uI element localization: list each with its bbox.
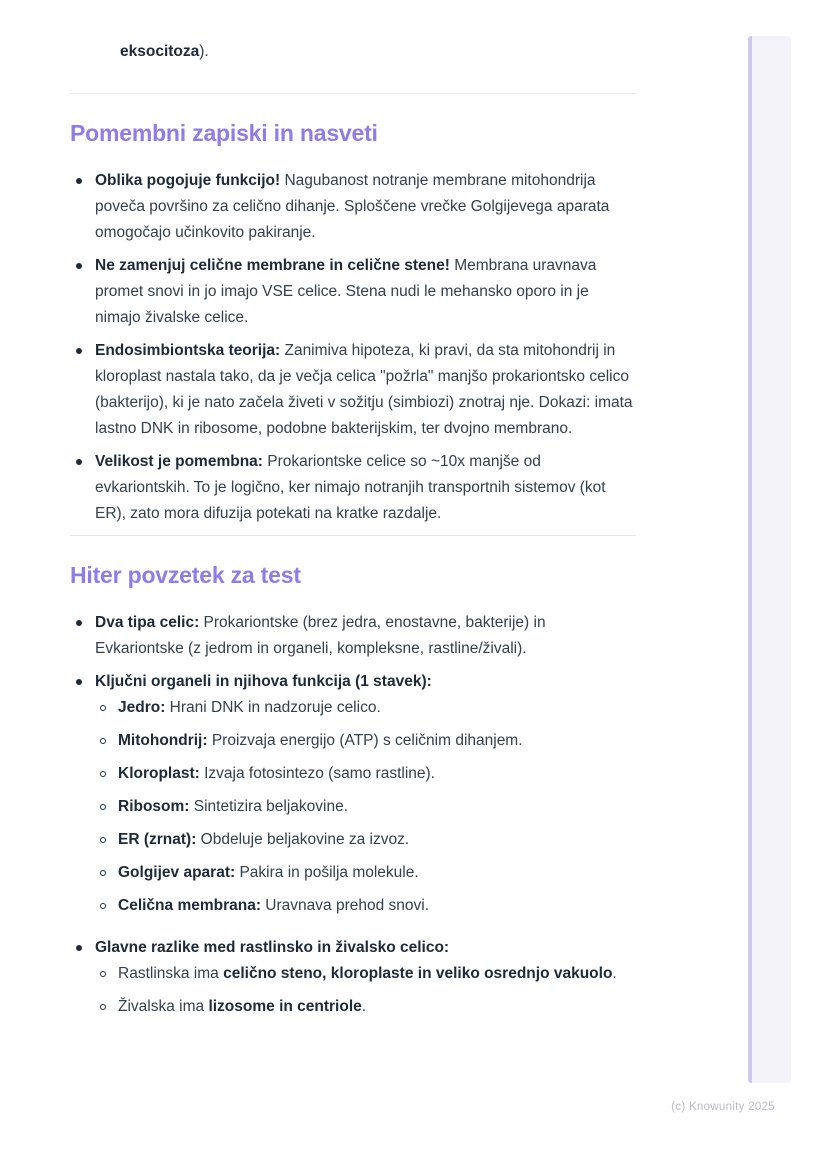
section-divider — [70, 535, 636, 536]
circle-bullet-icon — [100, 903, 106, 909]
list-item — [95, 695, 636, 721]
sections — [70, 93, 636, 1020]
list-item — [70, 449, 636, 527]
body-text: Živalska ima — [118, 998, 209, 1015]
body-text: Uravnava prehod snovi. — [261, 897, 430, 914]
bold-text: Jedro: — [118, 699, 166, 716]
bullet-list — [95, 695, 636, 919]
list-item-text — [95, 939, 449, 956]
bold-text: celično steno, kloroplaste in veliko osrednjo vakuolo — [223, 965, 613, 982]
body-text: ). — [199, 43, 209, 60]
bold-text: lizosome in centriole — [208, 998, 362, 1015]
list-item-text — [95, 453, 606, 522]
list-item-text — [95, 673, 432, 690]
bold-text: Oblika pogojuje funkcijo! — [95, 172, 281, 189]
bullet-list — [70, 610, 636, 1020]
body-text: Sintetizira beljakovine. — [189, 798, 348, 815]
section-heading: Hiter povzetek za test — [70, 562, 301, 588]
body-text: Pakira in pošilja molekule. — [235, 864, 419, 881]
body-text: Proizvaja energijo (ATP) s celičnim dihanjem. — [207, 732, 523, 749]
circle-bullet-icon — [100, 837, 106, 843]
paragraph-fragment — [120, 39, 636, 65]
circle-bullet-icon — [100, 1004, 106, 1010]
body-text: Hrani DNK in nadzoruje celico. — [165, 699, 381, 716]
bullet-icon — [76, 178, 82, 184]
bold-text: Ključni organeli in njihova funkcija (1 stavek): — [95, 673, 432, 690]
bold-text: Celična membrana: — [118, 897, 261, 914]
bullet-icon — [76, 459, 82, 465]
bullet-list — [70, 168, 636, 527]
bullet-icon — [76, 620, 82, 626]
bullet-icon — [76, 263, 82, 269]
body-text: . — [612, 965, 617, 982]
body-text: Rastlinska ima — [118, 965, 224, 982]
bold-text: Ne zamenjuj celične membrane in celične stene! — [95, 257, 450, 274]
copyright-footer: (c) Knowunity 2025 — [671, 1101, 775, 1113]
bold-text: Velikost je pomembna: — [95, 453, 263, 470]
page-scrollbar-rail[interactable] — [748, 36, 791, 1083]
circle-bullet-icon — [100, 870, 106, 876]
bullet-icon — [76, 348, 82, 354]
body-text: Membrana uravnava promet snovi in jo imajo VSE celice. Stena nudi le mehansko oporo in je nimajo živalske celice. — [95, 257, 597, 326]
list-item — [95, 728, 636, 754]
body-text: Zanimiva hipoteza, ki pravi, da sta mitohondrij in kloroplast nastala tako, da je večja celica "požrla" manjšo prokariontsko celico (bakterijo), ki je nato začela živeti v sožitju (simbiozi) znotraj nje. Dokazi: imata lastno DNK in ribosome, podobne bakterijskim, ter dvojno membrano. — [95, 342, 633, 437]
body-text: Obdeluje beljakovine za izvoz. — [196, 831, 410, 848]
list-item-text — [118, 864, 419, 881]
list-item — [95, 893, 636, 919]
list-item — [95, 761, 636, 787]
list-item-text — [118, 998, 366, 1015]
circle-bullet-icon — [100, 705, 106, 711]
list-item — [70, 669, 636, 919]
list-item — [95, 994, 636, 1020]
list-item — [95, 794, 636, 820]
list-item — [70, 610, 636, 662]
list-item-text — [118, 699, 381, 716]
bold-text: Dva tipa celic: — [95, 614, 200, 631]
list-item-text — [118, 965, 617, 982]
list-item — [95, 860, 636, 886]
bullet-list — [95, 961, 636, 1020]
body-text: Nagubanost notranje membrane mitohondrija poveča površino za celično dihanje. Sploščene vrečke Golgijevega aparata omogočajo učinkovito pakiranje. — [95, 172, 610, 241]
circle-bullet-icon — [100, 771, 106, 777]
circle-bullet-icon — [100, 971, 106, 977]
bold-text: Ribosom: — [118, 798, 190, 815]
bullet-icon — [76, 679, 82, 685]
list-item — [70, 935, 636, 1020]
list-item-text — [95, 172, 609, 241]
bold-text: Golgijev aparat: — [118, 864, 236, 881]
list-item-text — [95, 614, 546, 657]
body-text: Prokariontske celice so ~10x manjše od evkariontskih. To je logično, ker nimajo notranjih transportnih sistemov (kot ER), zato mora difuzija potekati na kratke razdalje. — [95, 453, 606, 522]
bold-text: Endosimbiontska teorija: — [95, 342, 281, 359]
body-text: Prokariontske (brez jedra, enostavne, bakterije) in Evkariontske (z jedrom in organeli, kompleksne, rastline/živali). — [95, 614, 546, 657]
document-content — [70, 0, 636, 1036]
list-item — [70, 168, 636, 246]
circle-bullet-icon — [100, 804, 106, 810]
list-item — [70, 338, 636, 442]
list-item — [95, 827, 636, 853]
bold-text: Kloroplast: — [118, 765, 200, 782]
list-item — [70, 253, 636, 331]
list-item-text — [95, 257, 596, 326]
bold-text: ER (zrnat): — [118, 831, 197, 848]
bold-text: Glavne razlike med rastlinsko in živalsko celico: — [95, 939, 450, 956]
bold-text: eksocitoza — [120, 43, 200, 60]
body-text: . — [361, 998, 367, 1015]
list-item-text — [118, 798, 348, 815]
list-item-text — [95, 342, 633, 437]
section-divider — [70, 93, 636, 94]
circle-bullet-icon — [100, 738, 106, 744]
list-item-text — [118, 897, 429, 914]
bullet-icon — [76, 945, 82, 951]
list-item-text — [118, 732, 523, 749]
list-item-text — [118, 831, 409, 848]
list-item-text — [118, 765, 435, 782]
section-heading: Pomembni zapiski in nasveti — [70, 120, 378, 146]
body-text: Izvaja fotosintezo (samo rastline). — [199, 765, 435, 782]
bold-text: Mitohondrij: — [118, 732, 208, 749]
list-item — [95, 961, 636, 987]
